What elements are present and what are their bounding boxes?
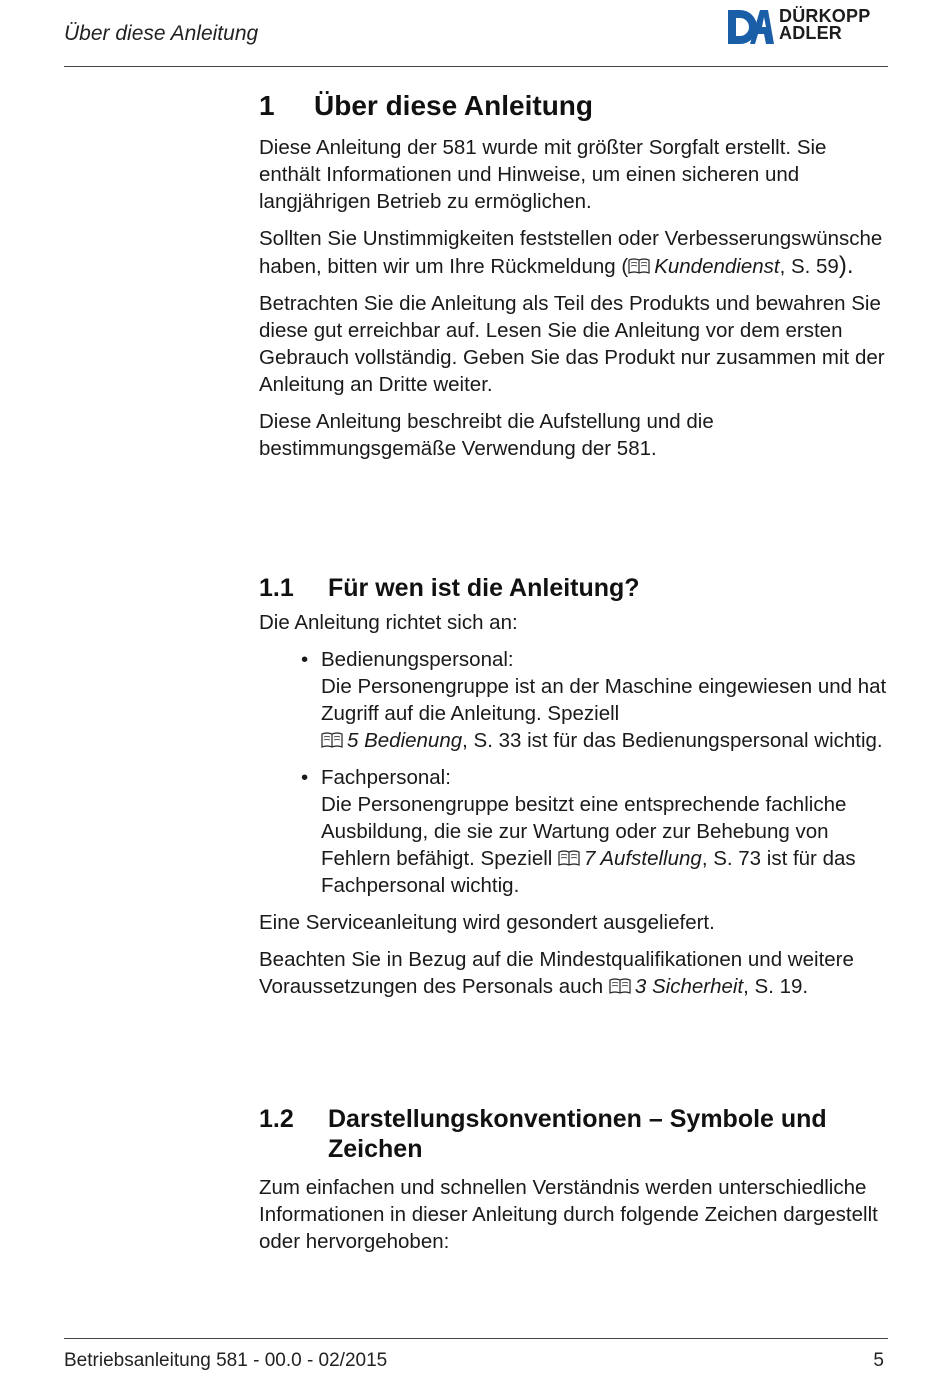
section-1-1 <box>259 573 891 1010</box>
qualification-text: Beachten Sie in Bezug auf die Mindestqualifikationen und weitere Voraussetzungen des Personals auch <box>259 948 854 998</box>
list-item <box>259 764 891 899</box>
book-reference-icon <box>628 257 650 275</box>
bedienung-reference-link[interactable]: 5 Bedienung <box>347 729 463 752</box>
section-1-2 <box>259 1104 891 1265</box>
section-1-number: 1 <box>259 90 275 121</box>
audience-description-end: , S. 73 ist für das Fachpersonal wichtig. <box>321 847 856 897</box>
section-1-2-number: 1.2 <box>259 1105 294 1133</box>
qualification-text-end: , S. 19. <box>743 975 809 998</box>
book-reference-icon <box>321 731 343 749</box>
audience-label: Bedienungspersonal: <box>321 648 514 671</box>
audience-description: Die Personengruppe besitzt eine entsprechende fachliche Ausbildung, die sie zur Wartung oder zur Behebung von Fehlern befähigt. Speziell <box>321 793 847 870</box>
aufstellung-reference-link[interactable]: 7 Aufstellung <box>584 847 702 870</box>
list-item <box>259 646 891 754</box>
footer-rule <box>64 1338 888 1339</box>
service-manual-note: Eine Serviceanleitung wird gesondert ausgeliefert. <box>259 911 715 934</box>
section-1-paragraph-2 <box>259 225 891 280</box>
feedback-text-end: ). <box>838 252 854 279</box>
section-1-2-title: Darstellungskonventionen – Symbole und Zeichen <box>328 1105 827 1163</box>
section-1-paragraph-3: Betrachten Sie die Anleitung als Teil des Produkts und bewahren Sie diese gut erreichbar auf. Lesen Sie die Anleitung vor dem ersten Gebrauch vollständig. Geben Sie das Produkt nur zusammen mit der Anleitung an Dritte weiter. <box>259 292 885 396</box>
qualification-note <box>259 946 891 1000</box>
section-1-1-intro: Die Anleitung richtet sich an: <box>259 611 518 634</box>
section-1-paragraph-4: Diese Anleitung beschreibt die Aufstellung und die bestimmungsgemäße Verwendung der 581. <box>259 410 714 460</box>
sicherheit-reference-link[interactable]: 3 Sicherheit <box>634 975 744 998</box>
feedback-text: Sollten Sie Unstimmigkeiten feststellen oder Verbesserungswünsche haben, bitten wir um Ihre Rückmeldung ( <box>259 227 883 278</box>
running-header-title: Über diese Anleitung <box>64 22 259 45</box>
audience-list <box>259 646 891 899</box>
header-rule <box>64 66 888 67</box>
section-1-paragraph-1: Diese Anleitung der 581 wurde mit größter Sorgfalt erstellt. Sie enthält Informationen und Hinweise, um einen sicheren und langjährigen Betrieb zu ermöglichen. <box>259 136 827 213</box>
kundendienst-reference-link[interactable]: Kundendienst <box>654 255 780 278</box>
section-1-1-heading <box>259 573 891 603</box>
section-1-1-number: 1.1 <box>259 574 294 602</box>
duerkopp-adler-logo <box>724 6 892 50</box>
logo-text-line1: DÜRKOPP <box>779 6 871 26</box>
logo-mark-icon <box>724 6 776 48</box>
footer-page-number: 5 <box>873 1350 884 1371</box>
book-reference-icon <box>609 977 631 995</box>
section-1-1-title: Für wen ist die Anleitung? <box>328 574 640 602</box>
book-reference-icon <box>558 849 580 867</box>
audience-label: Fachpersonal: <box>321 766 451 789</box>
section-1-title: Über diese Anleitung <box>314 90 594 121</box>
section-1-heading <box>259 90 891 122</box>
section-1 <box>259 90 891 472</box>
section-1-2-paragraph-1: Zum einfachen und schnellen Verständnis werden unterschiedliche Informationen in dieser Anleitung durch folgende Zeichen dargestellt oder hervorgehoben: <box>259 1176 878 1253</box>
logo-text-line2: ADLER <box>779 23 842 43</box>
audience-description-end: , S. 33 ist für das Bedienungspersonal wichtig. <box>462 729 883 752</box>
kundendienst-reference-page: , S. 59 <box>779 255 839 278</box>
footer-document-id: Betriebsanleitung 581 - 00.0 - 02/2015 <box>64 1350 388 1371</box>
audience-description: Die Personengruppe ist an der Maschine eingewiesen und hat Zugriff auf die Anleitung. Speziell <box>321 675 887 725</box>
section-1-2-heading <box>259 1104 891 1164</box>
